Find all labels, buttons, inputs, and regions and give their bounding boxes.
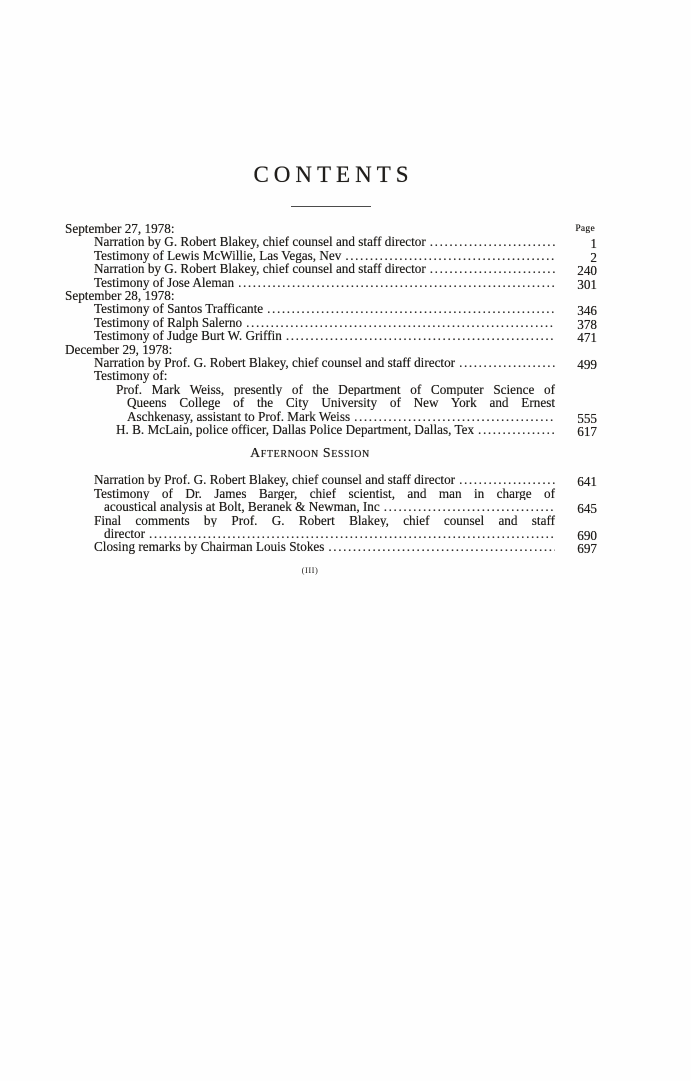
toc-page-number: 301 [577, 276, 597, 292]
page-title: CONTENTS [253, 162, 414, 187]
toc-leader-dots [238, 276, 555, 289]
toc-entry-text: Testimony of: [94, 368, 168, 384]
toc-leader-dots [430, 262, 555, 275]
toc-leader-dots [384, 500, 555, 513]
toc-leader-dots [286, 329, 555, 342]
toc-leader-dots [149, 527, 555, 540]
toc-entry-text: acoustical analysis at Bolt, Beranek & Newman, Inc [104, 499, 380, 515]
contents-block [65, 0, 597, 575]
toc-page-number: 690 [577, 528, 597, 544]
toc-row [65, 222, 597, 235]
toc-entry-text: Testimony of Jose Aleman [94, 274, 235, 290]
toc-row [65, 539, 597, 557]
toc-row [65, 487, 597, 500]
toc-row [65, 261, 597, 279]
toc-page-number: 641 [577, 474, 597, 490]
toc-entry-text: Closing remarks by Chairman Louis Stokes [94, 539, 325, 555]
toc-leader-dots [459, 356, 555, 369]
toc-row [65, 328, 597, 346]
toc-page-number: 555 [577, 410, 597, 426]
toc-entry-text: Aschkenasy, assistant to Prof. Mark Weiss [127, 408, 351, 424]
toc-entry-text: Testimony of Judge Burt W. Griffin [94, 328, 282, 344]
page-column-label: Page [575, 224, 595, 234]
folio-page-number: (III) [301, 564, 319, 575]
toc-entry-text: Narration by Prof. G. Robert Blakey, chief counsel and staff director [94, 472, 456, 488]
toc-entry-text: Narration by G. Robert Blakey, chief counsel and staff director [94, 234, 426, 250]
toc-row [65, 472, 597, 490]
toc-entry-text: Testimony of Ralph Salerno [94, 314, 243, 330]
toc-entry-text: Narration by Prof. G. Robert Blakey, chief counsel and staff director [94, 355, 456, 371]
toc-leader-dots [459, 473, 555, 486]
toc-page-number: 346 [577, 303, 597, 319]
toc-row [65, 396, 597, 409]
toc-entry-text: December 29, 1978: [65, 341, 173, 357]
toc-leader-dots [328, 540, 555, 553]
toc-row [65, 499, 597, 517]
toc-entry-text: Narration by G. Robert Blakey, chief counsel and staff director [94, 261, 426, 277]
toc-page-number: 471 [577, 330, 597, 346]
toc-row [65, 289, 597, 302]
toc-page-number: 617 [577, 424, 597, 440]
toc-entry-text: Final comments by Prof. G. Robert Blakey, chief counsel and staff [94, 513, 555, 528]
toc-entry-text: September 27, 1978: [65, 221, 175, 236]
title-divider-rule [291, 206, 371, 207]
toc-row [65, 369, 597, 382]
toc-page-number: 645 [577, 501, 597, 517]
toc-page-number: 2 [590, 249, 597, 265]
toc-row [65, 408, 597, 426]
toc-page-number: 499 [577, 357, 597, 373]
toc-leader-dots [478, 423, 555, 436]
toc-page-number: 378 [577, 316, 597, 332]
toc-entry-text: Testimony of Santos Trafficante [94, 301, 264, 317]
toc-page-number: 240 [577, 263, 597, 279]
toc-row [65, 234, 597, 252]
toc-entry-text: director [104, 526, 146, 542]
toc-page-number: 1 [590, 236, 597, 252]
toc-entry-text: Testimony of Lewis McWillie, Las Vegas, Nev [94, 247, 342, 263]
toc-row [65, 383, 597, 396]
toc-entry-text: H. B. McLain, police officer, Dallas Police Department, Dallas, Tex [116, 422, 475, 438]
toc-leader-dots [267, 302, 555, 315]
table-of-contents [65, 221, 597, 557]
toc-entry-text: Testimony of Dr. James Barger, chief scientist, and man in charge of [94, 486, 555, 501]
toc-entry-text: Prof. Mark Weiss, presently of the Department of Computer Science of [116, 382, 555, 397]
toc-page-number: 697 [577, 541, 597, 557]
toc-row [65, 301, 597, 319]
toc-entry-text: Queens College of the City University of New York and Ernest [127, 396, 555, 410]
toc-row [65, 422, 597, 440]
toc-row [65, 274, 597, 292]
toc-entry-text: September 28, 1978: [65, 288, 175, 304]
toc-leader-dots [246, 316, 555, 329]
toc-leader-dots [345, 249, 555, 262]
toc-row [65, 314, 597, 332]
toc-row [65, 355, 597, 373]
toc-leader-dots [430, 235, 555, 248]
toc-row [65, 526, 597, 544]
toc-row [65, 514, 597, 527]
toc-row [65, 247, 597, 265]
toc-leader-dots [354, 410, 555, 423]
session-heading: Afternoon Session [250, 445, 370, 461]
toc-row [65, 343, 597, 356]
